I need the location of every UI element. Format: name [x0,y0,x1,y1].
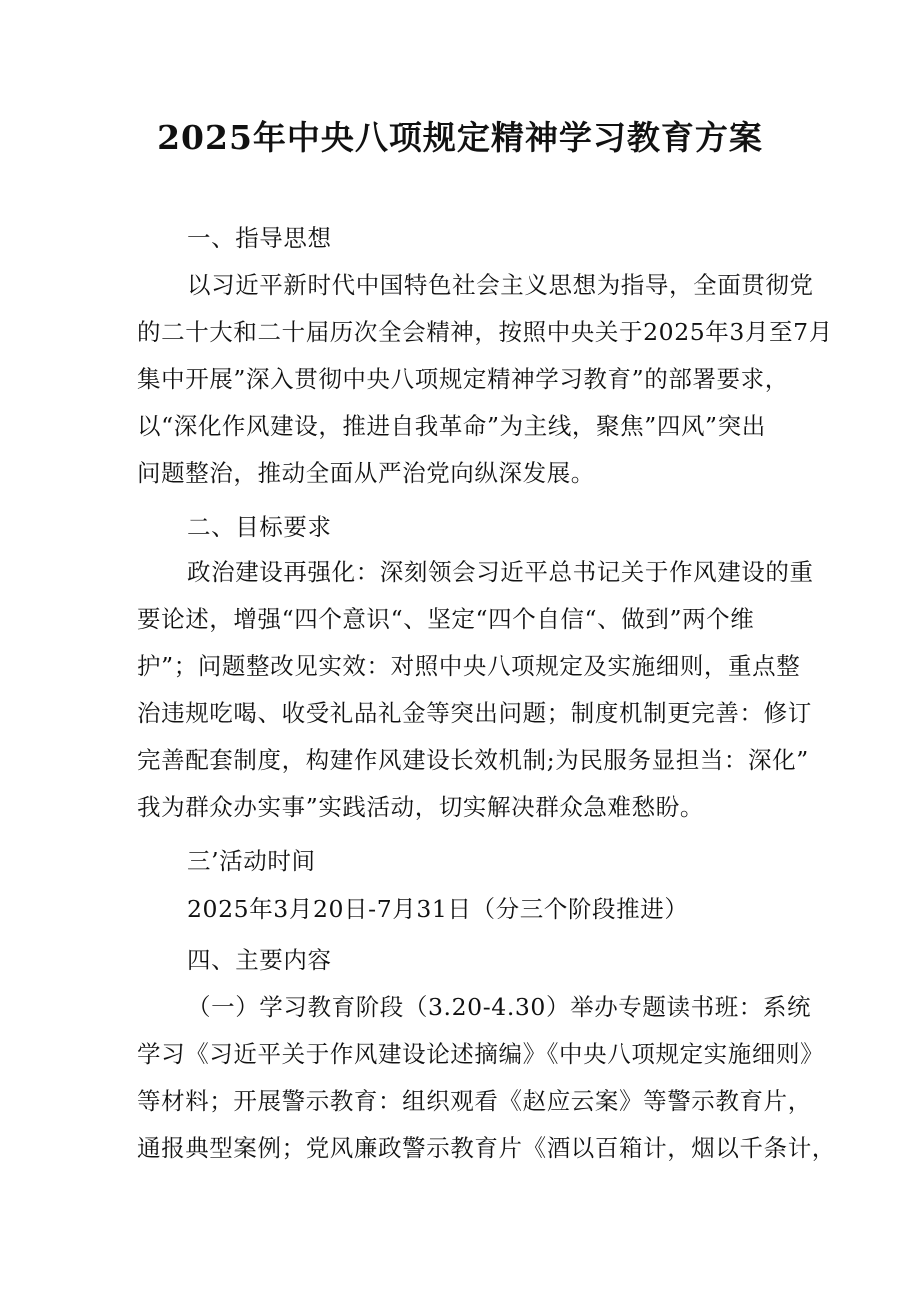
paragraph-line: 集中开展”深入贯彻中央八项规定精神学习教育”的部署要求， [137,365,789,393]
paragraph-line: 以“深化作风建设，推进自我革命”为主线，聚焦”四风”突出 [137,412,766,440]
paragraph-line: 问题整治，推动全面从严治党向纵深发展。 [137,459,595,487]
heading-guiding-ideology: 一、指导思想 [187,224,332,252]
paragraph-line: 护”；问题整改见实效：对照中央八项规定及实施细则，重点整 [137,652,801,680]
paragraph-line: 治违规吃喝、收受礼品礼金等突出问题；制度机制更完善：修订 [137,699,812,727]
paragraph-line: 等材料；开展警示教育：组织观看《赵应云案》等警示教育片， [137,1087,812,1115]
heading-main-content: 四、主要内容 [187,946,332,974]
heading-activity-time: 三’活动时间 [187,847,316,875]
document-title: 2025年中央八项规定精神学习教育方案 [157,118,763,157]
paragraph-line: 完善配套制度，构建作风建设长效机制;为民服务显担当：深化” [137,746,809,774]
paragraph-line: 我为群众办实事”实践活动，切实解决群众急难愁盼。 [137,793,704,821]
paragraph-line: 政治建设再强化：深刻领会习近平总书记关于作风建设的重 [187,558,814,586]
paragraph-line: 的二十大和二十届历次全会精神，按照中央关于2025年3月至7月 [137,318,833,346]
paragraph-line: 通报典型案例；党风廉政警示教育片《酒以百箱计，烟以千条计， [137,1134,836,1162]
heading-goals: 二、目标要求 [187,513,332,541]
paragraph-line: 学习《习近平关于作风建设论述摘编》《中央八项规定实施细则》 [137,1040,825,1068]
paragraph-line: 要论述，增强“四个意识“、坚定“四个自信“、做到”两个维 [137,605,755,633]
paragraph-line: 以习近平新时代中国特色社会主义思想为指导，全面贯彻党 [187,271,814,299]
paragraph-line: （一）学习教育阶段（3.20-4.30）举办专题读书班：系统 [187,993,812,1021]
activity-date-range: 2025年3月20日-7月31日（分三个阶段推进） [187,895,689,923]
